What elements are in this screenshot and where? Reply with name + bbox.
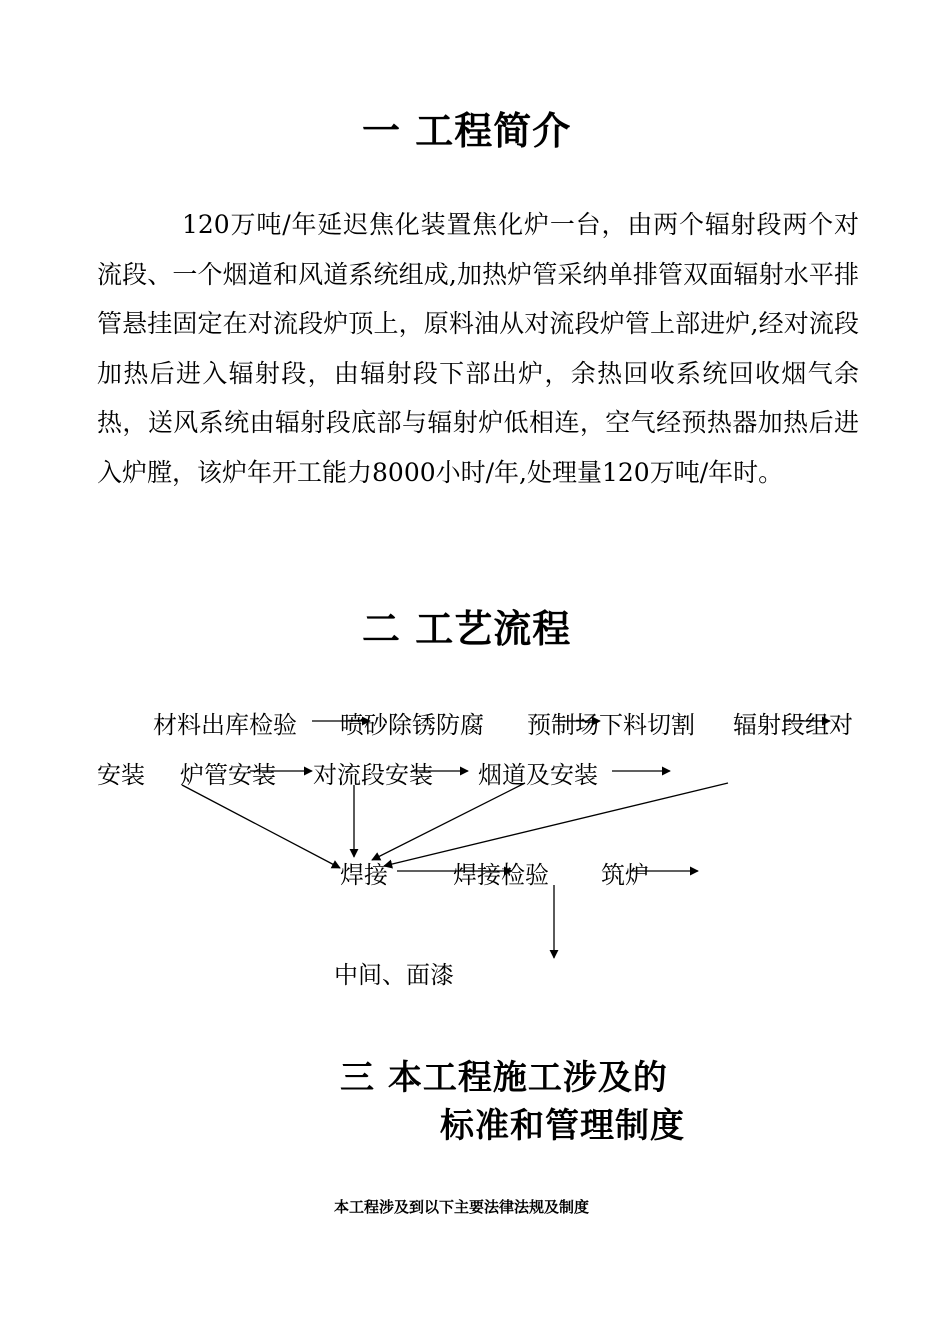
- arrow-flue-to-welding: [372, 783, 525, 860]
- flow-step-sandblast: 喷砂除锈防腐: [340, 711, 484, 739]
- flow-step-material-check: 材料出库检验: [153, 711, 297, 739]
- section-3-intro: 本工程涉及到以下主要法律法规及制度: [334, 1198, 590, 1216]
- flow-step-paint: 中间、面漆: [334, 961, 454, 989]
- flow-step-convection: 对流段安装: [313, 761, 433, 789]
- flow-step-radiant: 辐射段组对: [733, 711, 853, 739]
- arrow-tube-to-welding: [182, 785, 340, 868]
- section-3-title-line-2: 标准和管理制度: [440, 1106, 685, 1146]
- flow-step-weld-inspect: 焊接检验: [453, 861, 549, 889]
- flow-step-furnace-build: 筑炉: [601, 861, 649, 889]
- flow-step-prefab: 预制场下料切割: [527, 711, 695, 739]
- flow-step-install: 安装: [97, 761, 145, 789]
- section-1-title: 一 工程简介: [362, 109, 572, 153]
- arrow-radiant-to-welding: [384, 783, 728, 866]
- section-1-body: 120万吨/年延迟焦化装置焦化炉一台，由两个辐射段两个对流段、一个烟道和风道系统组成,加热炉管采纳单排管双面辐射水平排管悬挂固定在对流段炉顶上，原料油从对流段炉管上部进炉,经对流段加热后进入辐射段，由辐射段下部出炉，余热回收系统回收烟气余热，送风系统由辐射段底部与辐射炉低相连，空气经预热器加热后进入炉膛，该炉年开工能力8000小时/年,处理量120万吨/年时。: [97, 210, 859, 487]
- flow-step-welding: 焊接: [340, 861, 388, 889]
- flow-step-tube-install: 炉管安装: [180, 761, 276, 789]
- flow-step-flue: 烟道及安装: [478, 761, 598, 789]
- section-2-title: 二 工艺流程: [362, 607, 572, 651]
- section-3-title-line-1: 三 本工程施工涉及的: [340, 1058, 668, 1098]
